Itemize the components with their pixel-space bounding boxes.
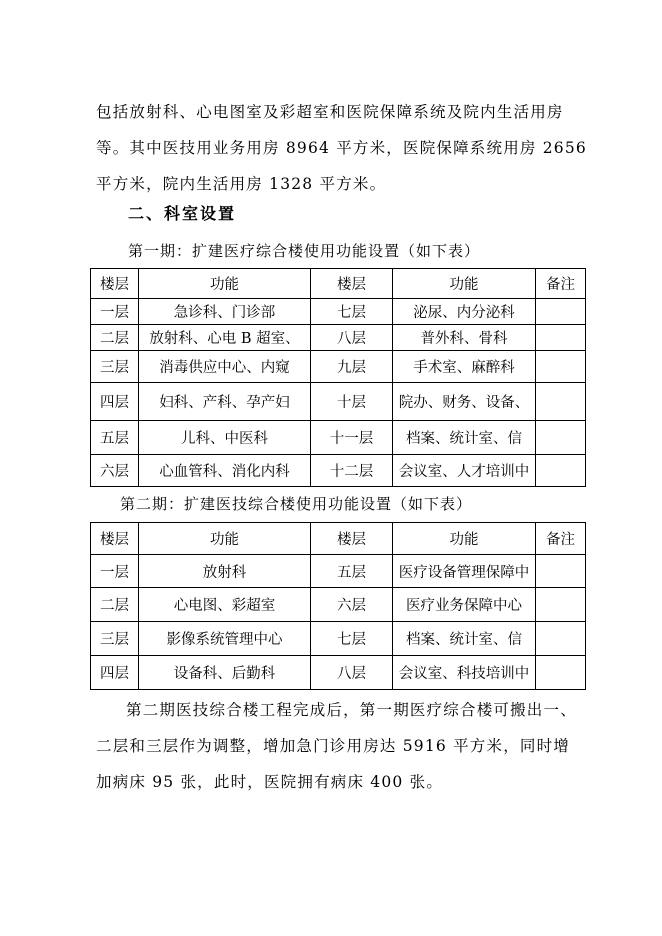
header-function: 功能 (139, 269, 311, 299)
floor-cell: 十二层 (311, 455, 393, 487)
floor-cell: 十层 (311, 383, 393, 421)
floor-cell: 一层 (91, 299, 139, 325)
floor-cell: 三层 (91, 622, 139, 656)
table-row (91, 588, 586, 622)
table-row (91, 299, 586, 325)
phase2-caption: 第二期：扩建医技综合楼使用功能设置（如下表） (120, 495, 473, 513)
floor-cell: 三层 (91, 351, 139, 383)
table-header-row (91, 523, 586, 555)
floor-cell: 五层 (311, 555, 393, 588)
table-row (91, 383, 586, 421)
table-header-row (91, 269, 586, 299)
header-function: 功能 (393, 269, 536, 299)
function-cell: 手术室、麻醉科 (393, 351, 536, 383)
floor-cell: 八层 (311, 656, 393, 690)
closing-paragraph (96, 692, 577, 800)
remarks-cell (536, 588, 586, 622)
function-cell: 会议室、科技培训中 (393, 656, 536, 690)
intro-line-3: 平方米，院内生活用房 1328 平方米。 (96, 175, 387, 193)
floor-cell: 六层 (91, 455, 139, 487)
header-function: 功能 (393, 523, 536, 555)
remarks-cell (536, 455, 586, 487)
function-cell: 医疗设备管理保障中 (393, 555, 536, 588)
floor-cell: 九层 (311, 351, 393, 383)
floor-cell: 五层 (91, 421, 139, 455)
table-row (91, 455, 586, 487)
function-cell: 妇科、产科、孕产妇 (139, 383, 311, 421)
function-cell: 会议室、人才培训中 (393, 455, 536, 487)
intro-line-2: 等。其中医技用业务用房 8964 平方米，医院保障系统用房 2656 (96, 139, 587, 157)
closing-line-1: 第二期医技综合楼工程完成后，第一期医疗综合楼可搬出一、 (126, 701, 577, 719)
phase1-caption: 第一期：扩建医疗综合楼使用功能设置（如下表） (128, 242, 481, 260)
header-floor: 楼层 (91, 269, 139, 299)
function-cell: 急诊科、门诊部 (139, 299, 311, 325)
table-row (91, 622, 586, 656)
remarks-cell (536, 383, 586, 421)
floor-cell: 七层 (311, 299, 393, 325)
floor-cell: 二层 (91, 325, 139, 351)
function-cell: 档案、统计室、信 (393, 421, 536, 455)
table-row (91, 351, 586, 383)
function-cell: 心电图、彩超室 (139, 588, 311, 622)
remarks-cell (536, 351, 586, 383)
function-cell: 普外科、骨科 (393, 325, 536, 351)
function-cell: 放射科、心电 B 超室、 (139, 325, 311, 351)
function-cell: 放射科 (139, 555, 311, 588)
table-row (91, 421, 586, 455)
closing-line-3: 加病床 95 张，此时，医院拥有病床 400 张。 (96, 773, 444, 791)
remarks-cell (536, 656, 586, 690)
closing-line-2: 二层和三层作为调整，增加急门诊用房达 5916 平方米，同时增 (96, 737, 571, 755)
function-cell: 消毒供应中心、内窥 (139, 351, 311, 383)
header-remarks: 备注 (536, 269, 586, 299)
intro-line-1: 包括放射科、心电图室及彩超室和医院保障系统及院内生活用房 (96, 103, 564, 121)
section-heading: 二、科室设置 (128, 204, 237, 223)
header-floor: 楼层 (311, 269, 393, 299)
function-cell: 医疗业务保障中心 (393, 588, 536, 622)
function-cell: 影像系统管理中心 (139, 622, 311, 656)
header-function: 功能 (139, 523, 311, 555)
floor-cell: 一层 (91, 555, 139, 588)
header-floor: 楼层 (311, 523, 393, 555)
floor-cell: 四层 (91, 383, 139, 421)
function-cell: 泌尿、内分泌科 (393, 299, 536, 325)
function-cell: 设备科、后勤科 (139, 656, 311, 690)
floor-cell: 六层 (311, 588, 393, 622)
header-floor: 楼层 (91, 523, 139, 555)
function-cell: 心血管科、消化内科 (139, 455, 311, 487)
floor-cell: 二层 (91, 588, 139, 622)
floor-cell: 十一层 (311, 421, 393, 455)
floor-cell: 七层 (311, 622, 393, 656)
intro-paragraph (96, 94, 587, 202)
function-cell: 院办、财务、设备、 (393, 383, 536, 421)
remarks-cell (536, 325, 586, 351)
header-remarks: 备注 (536, 523, 586, 555)
table-row (91, 656, 586, 690)
remarks-cell (536, 622, 586, 656)
function-cell: 儿科、中医科 (139, 421, 311, 455)
phase1-table (90, 268, 586, 487)
phase2-table (90, 522, 586, 690)
floor-cell: 四层 (91, 656, 139, 690)
remarks-cell (536, 555, 586, 588)
floor-cell: 八层 (311, 325, 393, 351)
table-row (91, 325, 586, 351)
remarks-cell (536, 421, 586, 455)
remarks-cell (536, 299, 586, 325)
function-cell: 档案、统计室、信 (393, 622, 536, 656)
table-row (91, 555, 586, 588)
